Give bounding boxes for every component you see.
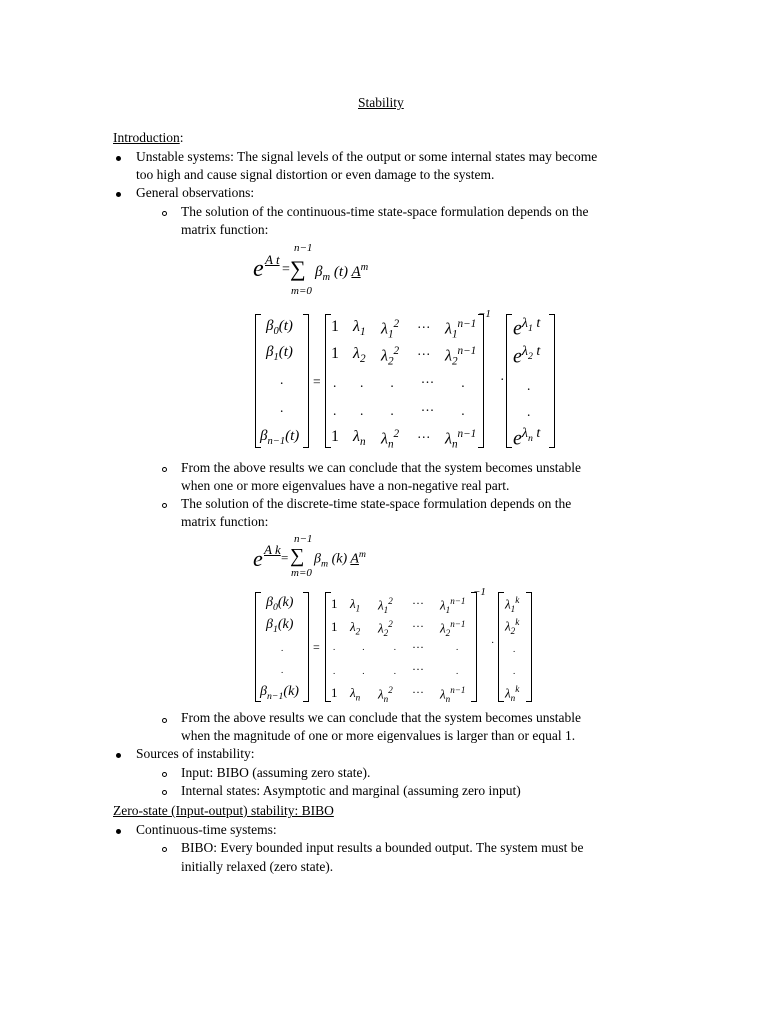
circle-bullet-icon bbox=[162, 772, 167, 777]
sub-bullet-text: From the above results we can conclude that the system becomes unstable bbox=[181, 710, 582, 725]
sub-bullet-text: Input: BIBO (assuming zero state). bbox=[181, 765, 371, 780]
sub-bullet-text: matrix function: bbox=[181, 514, 269, 529]
section-heading-zero-state: Zero-state (Input-output) stability: BIBO bbox=[113, 803, 334, 818]
bullet-text: too high and cause signal distortion or even damage to the system. bbox=[136, 167, 495, 182]
bullet-icon bbox=[116, 156, 121, 161]
sub-bullet-text: The solution of the discrete-time state-space formulation depends on the bbox=[181, 496, 572, 511]
circle-bullet-icon bbox=[162, 503, 167, 508]
sub-bullet-text: when one or more eigenvalues have a non-negative real part. bbox=[181, 478, 510, 493]
bullet-text: Unstable systems: The signal levels of the output or some internal states may become bbox=[136, 149, 598, 164]
section-heading-introduction bbox=[113, 130, 184, 146]
sub-bullet-text: initially relaxed (zero state). bbox=[181, 859, 334, 874]
circle-bullet-icon bbox=[162, 847, 167, 852]
bullet-text: Continuous-time systems: bbox=[136, 822, 277, 837]
sub-bullet-text: Internal states: Asymptotic and marginal (assuming zero input) bbox=[181, 783, 521, 798]
circle-bullet-icon bbox=[162, 718, 167, 723]
page-title: Stability bbox=[358, 95, 404, 110]
colon: : bbox=[179, 130, 184, 145]
sub-bullet-text: BIBO: Every bounded input results a bounded output. The system must be bbox=[181, 840, 584, 855]
bullet-icon bbox=[116, 192, 121, 197]
circle-bullet-icon bbox=[162, 467, 167, 472]
sub-bullet-text: matrix function: bbox=[181, 222, 269, 237]
sub-bullet-text: The solution of the continuous-time state-space formulation depends on the bbox=[181, 204, 589, 219]
bullet-icon bbox=[116, 753, 121, 758]
introduction-label: Introduction bbox=[113, 130, 180, 145]
sub-bullet-text: From the above results we can conclude that the system becomes unstable bbox=[181, 460, 582, 475]
bullet-icon bbox=[116, 829, 121, 834]
circle-bullet-icon bbox=[162, 790, 167, 795]
circle-bullet-icon bbox=[162, 211, 167, 216]
bullet-text: Sources of instability: bbox=[136, 746, 255, 761]
bullet-text: General observations: bbox=[136, 185, 255, 200]
sub-bullet-text: when the magnitude of one or more eigenvalues is larger than or equal 1. bbox=[181, 728, 576, 743]
